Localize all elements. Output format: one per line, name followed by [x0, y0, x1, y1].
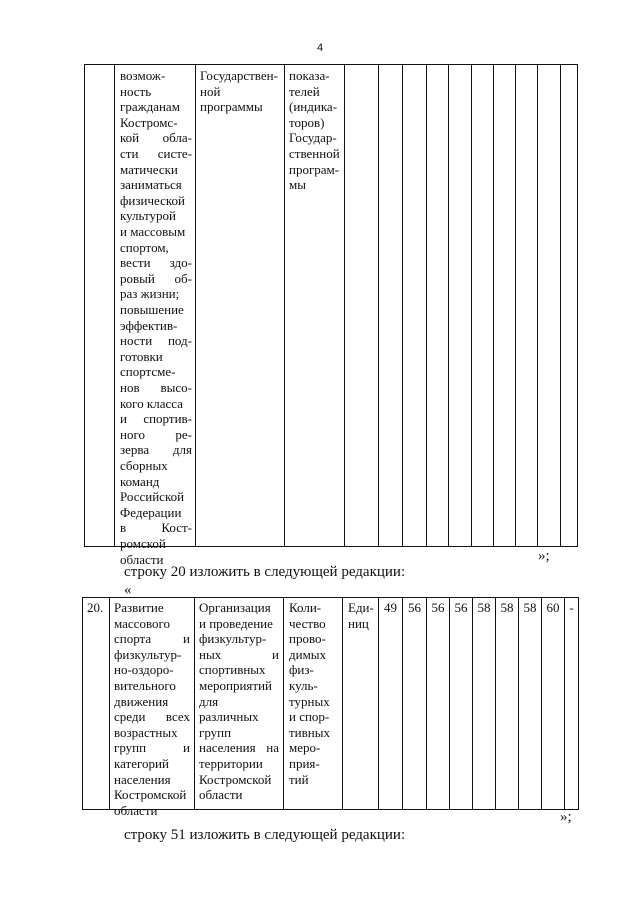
table1-goal-line: спортсме-	[120, 364, 176, 380]
table1-goal-line: повышение	[120, 302, 184, 317]
table1-goal-line: Российской	[120, 489, 185, 505]
closing-quote: »;	[560, 809, 572, 825]
table1-goal-line: кой обла-	[120, 130, 192, 146]
table2-col-value	[564, 597, 579, 810]
table1-goal-line: команд	[120, 473, 160, 489]
table1-col-value	[560, 64, 578, 547]
table2-goal-line: физкультур-	[114, 646, 182, 662]
table2-value: 56	[431, 600, 445, 615]
table2-goal-line: населения	[114, 771, 171, 787]
page-number: 4	[316, 42, 324, 54]
table2-col-value	[402, 597, 427, 810]
table1-goal-line: матически	[120, 161, 178, 177]
table1-goal-line: готовки	[120, 348, 163, 364]
table2-program-line: ных и	[199, 646, 279, 662]
table2-program-line: мероприятий	[199, 678, 272, 693]
table2-goal-line: но-оздоро-	[114, 662, 174, 678]
table2-program-line: Организация	[199, 600, 271, 615]
table1-goal-line: физической	[120, 192, 185, 208]
table1-col-value	[471, 64, 494, 547]
table2-goal-line: групп и	[114, 740, 190, 756]
table2-program-line: Костромской	[199, 771, 272, 787]
table1-goal-line: ромской	[120, 536, 166, 551]
table1-col-value	[402, 64, 427, 547]
table1-indicator-line: програм-	[289, 161, 340, 177]
table2-indicator-line: прово-	[289, 631, 326, 647]
table1-indicator-line: мы	[289, 177, 306, 193]
table2-indicator-line: турных	[289, 693, 330, 709]
table2-goal-line: вительного	[114, 678, 176, 693]
table2-program-line: населения на	[199, 740, 279, 756]
table2-goal-line: движения	[114, 693, 169, 709]
table2-col-value	[495, 597, 519, 810]
table2-col-value	[449, 597, 473, 810]
table1-goal-line: области	[120, 551, 164, 567]
table2-program-line: различных	[199, 709, 259, 725]
table2-row-number: 20.	[87, 600, 104, 615]
table1-goal-line: сборных	[120, 458, 168, 473]
table1-goal-line: и спортив-	[120, 411, 192, 427]
table1-indicator-line: (индика-	[289, 99, 338, 115]
table2-program-line: для	[199, 693, 219, 709]
table1-goal-line: Федерации	[120, 504, 182, 520]
table2-goal-line: области	[114, 802, 158, 818]
table1-goal-line: заниматься	[120, 177, 182, 193]
table2-goal-line: массового	[114, 615, 171, 631]
table2-goal-line: среди всех	[114, 709, 190, 725]
table2-unit-line: Еди-	[348, 600, 374, 615]
table1-goal-line: в Кост-	[120, 520, 192, 536]
table2-value: 58	[500, 600, 514, 615]
table2-goal-line: Костромской	[114, 787, 187, 803]
table2-program-line: и проведение	[199, 615, 273, 631]
table2-col-value	[518, 597, 542, 810]
table1-goal-line: раз жизни;	[120, 286, 180, 302]
table1-goal-line: эффектив-	[120, 317, 178, 333]
table1-indicator-line: Государ-	[289, 130, 337, 146]
table2-col-number	[82, 597, 110, 810]
table2-indicator-line: куль-	[289, 678, 318, 693]
table2-value: 56	[408, 600, 421, 615]
table1-indicator-line: показа-	[289, 68, 330, 83]
table1-program-line: Государствен-	[200, 68, 278, 83]
table2-program-line: области	[199, 787, 243, 803]
table1-goal-line: ность	[120, 83, 152, 99]
table1-goal-line: нов высо-	[120, 380, 192, 395]
table2-value: -	[569, 600, 574, 615]
table2-value: 58	[477, 600, 491, 615]
table1-indicator-line: телей	[289, 83, 320, 99]
table2-indicator-line: прия-	[289, 756, 320, 771]
table1-goal-line: кого класса	[120, 395, 183, 411]
table1-goal-line: и массовым	[120, 224, 186, 239]
table1-goal-line: возмож-	[120, 68, 166, 83]
table2-value: 56	[454, 600, 468, 615]
table2-program-line: групп	[199, 724, 232, 740]
table2-col-value	[378, 597, 403, 810]
table2-indicator-line: тий	[289, 771, 309, 787]
table2-goal-line: Развитие	[114, 600, 164, 615]
table1-goal-line: культурой	[120, 208, 176, 224]
table1-goal-line: ровый об-	[120, 270, 192, 286]
table1-goal-line: ного ре-	[120, 426, 192, 442]
table1-col-value	[493, 64, 516, 547]
table1-col-unit	[344, 64, 379, 547]
table1-goal-line: гражданам	[120, 99, 180, 115]
instruction-row-20: строку 20 изложить в следующей редакции:	[124, 564, 406, 580]
table1-program-line: ной	[200, 83, 221, 99]
table1-indicator-line: торов)	[289, 114, 325, 130]
table1-col-value	[426, 64, 449, 547]
table2-indicator-line: Коли-	[289, 600, 322, 615]
table2-goal-line: возрастных	[114, 724, 178, 740]
table1-goal-line: спортом,	[120, 239, 169, 255]
table1-goal-line: Костромс-	[120, 114, 178, 130]
table1-indicator-line: ственной	[289, 146, 340, 161]
table1-program-line: программы	[200, 99, 263, 115]
table2-indicator-line: меро-	[289, 740, 321, 756]
table2-value: 60	[546, 600, 560, 615]
table2-goal-line: категорий	[114, 756, 169, 771]
table2-indicator-line: и спор-	[289, 709, 330, 725]
table2-program-line: территории	[199, 756, 263, 771]
table1-col-program	[195, 64, 285, 547]
table2-value: 49	[384, 600, 397, 615]
table1-goal-line: вести здо-	[120, 255, 192, 271]
table2-col-value	[426, 597, 450, 810]
opening-quote: «	[124, 582, 132, 598]
instruction-row-51: строку 51 изложить в следующей редакции:	[124, 827, 406, 843]
table2-program-line: физкультур-	[199, 631, 267, 647]
table2-indicator-line: физ-	[289, 662, 314, 678]
table1-col-value	[515, 64, 538, 547]
table2-indicator-line: тивных	[289, 724, 330, 740]
table2-value: 58	[523, 600, 537, 615]
closing-quote: »;	[538, 548, 550, 564]
table1-goal-line: ности под-	[120, 333, 192, 349]
table2-program-line: спортивных	[199, 662, 266, 678]
table2-unit-line: ниц	[348, 615, 369, 631]
table1-goal-line: сти систе-	[120, 146, 192, 161]
table1-goal-line: зерва для	[120, 442, 192, 458]
table1-col-value	[448, 64, 472, 547]
table1-col-number	[84, 64, 115, 547]
table2-goal-line: спорта и	[114, 631, 190, 647]
table2-indicator-line: чество	[289, 615, 326, 631]
table1-col-value	[537, 64, 561, 547]
table1-col-value	[378, 64, 403, 547]
table2-indicator-line: димых	[289, 646, 327, 662]
table2-col-value	[541, 597, 565, 810]
table2-col-value	[472, 597, 496, 810]
